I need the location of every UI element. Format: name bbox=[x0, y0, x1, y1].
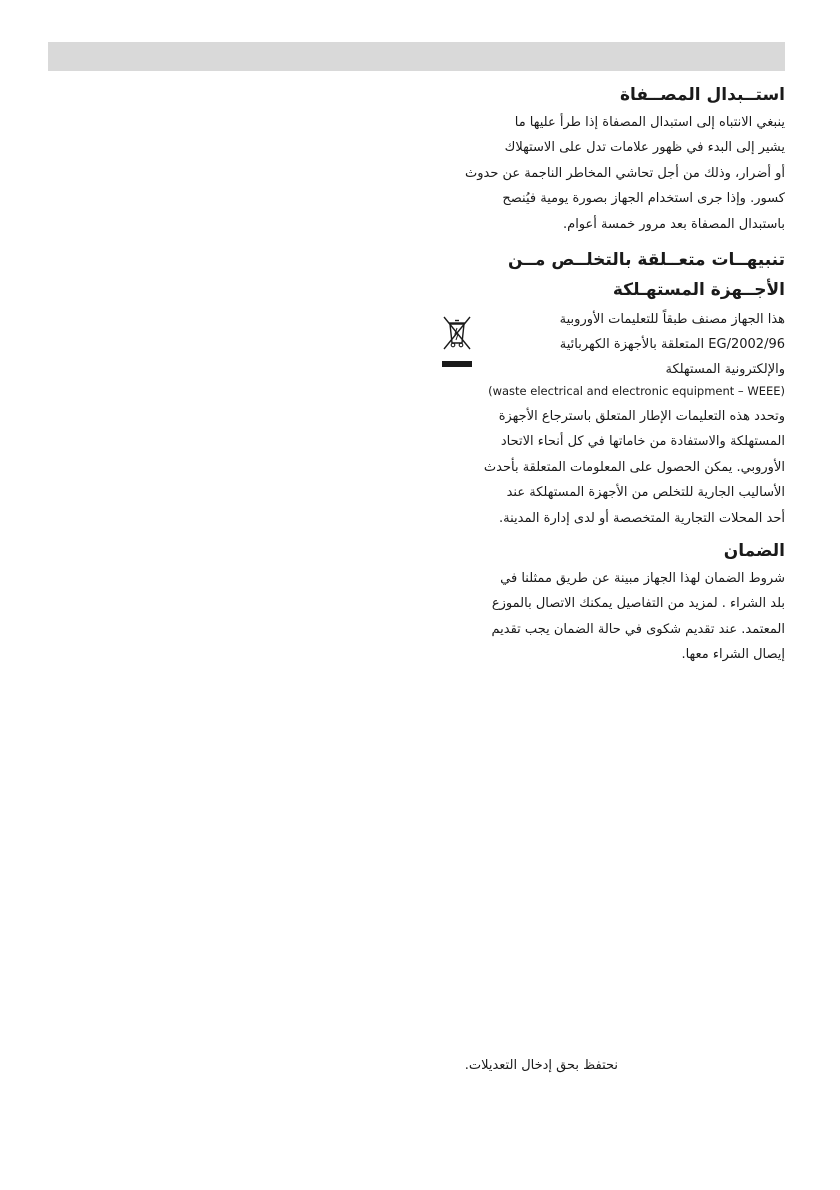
crossed-out-wheelie-bin-icon bbox=[440, 309, 474, 371]
text-line: باستبدال المصفاة بعد مرور خمسة أعوام. bbox=[563, 216, 785, 232]
warranty-paragraph bbox=[440, 566, 785, 668]
text-line: كسور. وإذا جرى استخدام الجهاز بصورة يومية فيُنصح bbox=[502, 191, 785, 207]
header-bar bbox=[48, 42, 785, 71]
text-line: شروط الضمان لهذا الجهاز مبينة عن طريق ممثلنا في bbox=[500, 571, 785, 587]
text-line: المعتمد. عند تقديم شكوى في حالة الضمان يجب تقديم bbox=[491, 621, 785, 637]
text-line: بلد الشراء . لمزيد من التفاصيل يمكنك الاتصال بالموزع bbox=[491, 596, 785, 612]
text-line: وتحدد هذه التعليمات الإطار المتعلق باسترجاع الأجهزة bbox=[498, 409, 785, 425]
section-title-replace-filter: استــبدال المصــفاة bbox=[620, 85, 785, 105]
text-line: المستهلكة والاستفادة من خاماتها في كل أنحاء الاتحاد bbox=[500, 434, 785, 450]
replace-filter-paragraph bbox=[440, 110, 785, 237]
section-title-disposal bbox=[440, 245, 785, 305]
weee-notice bbox=[440, 307, 785, 379]
text-line: الأوروبي. يمكن الحصول على المعلومات المتعلقة بأحدث bbox=[483, 459, 785, 475]
weee-line: والإلكترونية المستهلكة bbox=[665, 362, 785, 378]
content-column bbox=[440, 80, 785, 668]
section-title-warranty: الضمان bbox=[723, 541, 785, 562]
disposal-paragraph bbox=[440, 404, 785, 531]
footer-note: نحتفظ بحق إدخال التعديلات. bbox=[464, 1058, 618, 1073]
weee-english-line: (waste electrical and electronic equipment – WEEE) bbox=[488, 384, 785, 399]
disposal-title-line-2: الأجــهزة المستهـلكة bbox=[612, 280, 785, 301]
weee-line: 2002/96/EG المتعلقة بالأجهزة الكهربائية bbox=[559, 337, 785, 353]
text-line: أو أضرار، وذلك من أجل تحاشي المخاطر الناجمة عن حدوث bbox=[465, 165, 785, 181]
disposal-title-line-1: تنبيهــات متعــلقة بالتخلــص مــن bbox=[508, 250, 785, 271]
weee-text bbox=[475, 307, 785, 382]
text-line: يشير إلى البدء في ظهور علامات تدل على الاستهلاك bbox=[504, 140, 785, 156]
text-line: ينبغي الانتباه إلى استبدال المصفاة إذا طرأ عليها ما bbox=[514, 115, 785, 130]
text-line: الأساليب الجارية للتخلص من الأجهزة المستهلكة عند bbox=[506, 485, 785, 501]
weee-line: هذا الجهاز مصنف طبقاً للتعليمات الأوروبية bbox=[559, 312, 785, 328]
text-line: أحد المحلات التجارية المتخصصة أو لدى إدارة المدينة. bbox=[498, 510, 785, 526]
text-line: إيصال الشراء معها. bbox=[681, 647, 785, 663]
